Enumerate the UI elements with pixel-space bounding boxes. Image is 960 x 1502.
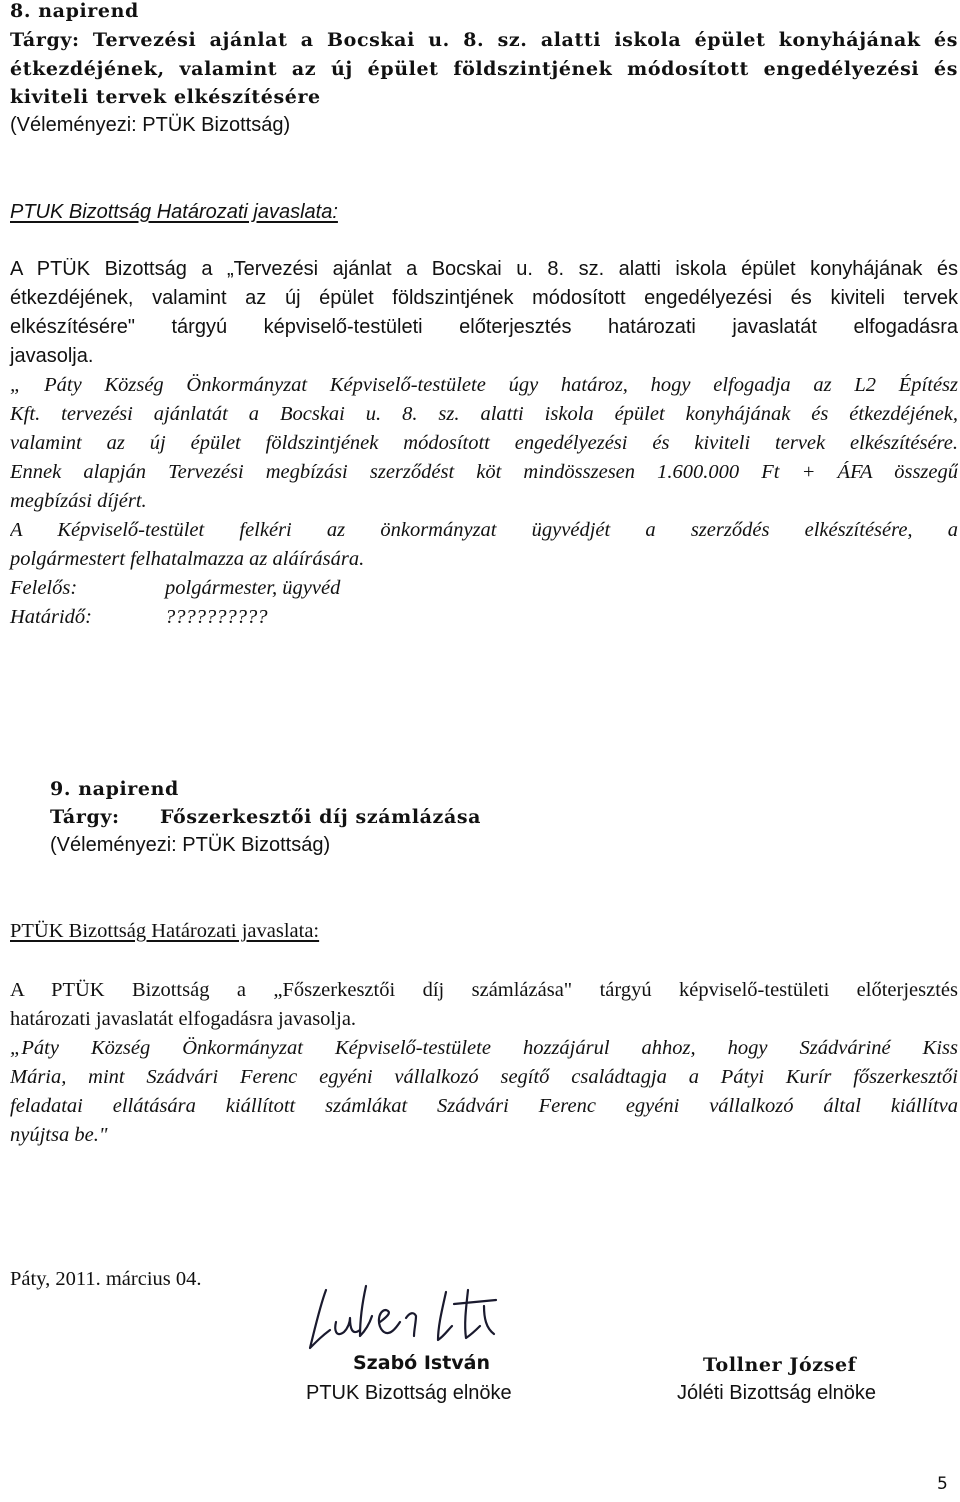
agenda-item-9-resolution-line-1: „Páty Község Önkormányzat Képviselő-testülete hozzájárul ahhoz, hogy Szádváriné Kiss	[10, 1037, 958, 1059]
agenda-item-9-resolution-line-3: feladatai ellátására kiállított számlákat Szádvári Ferenc egyéni vállalkozó által kiállítva	[10, 1095, 958, 1117]
agenda-item-8-authorization-line-1: A Képviselő-testület felkéri az önkormányzat ügyvédjét a szerződés elkészítésére, a	[10, 519, 958, 541]
agenda-item-8-subject-line-3: kiviteli tervek elkészítésére	[10, 86, 321, 108]
page-number: 5	[937, 1474, 948, 1494]
agenda-item-8-resolution-line-4: Ennek alapján Tervezési megbízási szerződést köt mindösszesen 1.600.000 Ft + ÁFA összegű	[10, 461, 958, 483]
agenda-item-9-resolution-line-4: nyújtsa be."	[10, 1124, 108, 1146]
agenda-item-8-intro-line-1: A PTÜK Bizottság a „Tervezési ajánlat a Bocskai u. 8. sz. alatti iskola épület konyhájának és	[10, 258, 958, 280]
agenda-item-9-number: 9. napirend	[50, 778, 179, 800]
agenda-item-9-subject-label: Tárgy:	[50, 806, 120, 828]
agenda-item-8-resolution-line-2: Kft. tervezési ajánlatát a Bocskai u. 8. sz. alatti iskola épület konyhájának és étkezdéjének,	[10, 403, 958, 425]
agenda-item-8-subject-line-2: étkezdéjének, valamint az új épület földszintjének módosított engedélyezési és	[10, 58, 958, 80]
agenda-item-9-proposal-heading: PTÜK Bizottság Határozati javaslata:	[10, 920, 320, 942]
handwritten-signature-image	[296, 1282, 516, 1356]
agenda-item-8-proposal-heading: PTUK Bizottság Határozati javaslata:	[10, 201, 338, 223]
responsible-value: polgármester, ügyvéd	[165, 577, 341, 599]
signer-2-name: Tollner József	[703, 1354, 857, 1376]
agenda-item-8-subject-line-1: Tárgy: Tervezési ajánlat a Bocskai u. 8. sz. alatti iskola épület konyhájának és	[10, 29, 958, 51]
agenda-item-9-subject-value: Főszerkesztői díj számlázása	[160, 806, 482, 828]
agenda-item-9-resolution-line-2: Mária, mint Szádvári Ferenc egyéni vállalkozó segítő családtagja a Pátyi Kurír főszerkesztői	[10, 1066, 958, 1088]
agenda-item-9-intro-line-1: A PTÜK Bizottság a „Főszerkesztői díj számlázása" tárgyú képviselő-testületi előterjesztés	[10, 979, 958, 1001]
deadline-value: ??????????	[165, 606, 268, 628]
agenda-item-8-resolution-line-1: „ Páty Község Önkormányzat Képviselő-testülete úgy határoz, hogy elfogadja az L2 Építész	[10, 374, 958, 396]
agenda-item-9-reviewer: (Véleményezi: PTÜK Bizottság)	[50, 834, 331, 856]
agenda-item-9-intro-line-2: határozati javaslatát elfogadásra javasolja.	[10, 1008, 357, 1030]
agenda-item-8-intro-line-4: javasolja.	[10, 345, 94, 367]
agenda-item-8-intro-line-2: étkezdéjének, valamint az új épület földszintjének módosított engedélyezési és kiviteli tervek	[10, 287, 958, 309]
agenda-item-8-authorization-line-2: polgármestert felhatalmazza az aláírására.	[10, 548, 365, 570]
responsible-label: Felelős:	[10, 577, 78, 599]
agenda-item-8-reviewer: (Véleményezi: PTÜK Bizottság)	[10, 114, 291, 136]
signer-2-title: Jóléti Bizottság elnöke	[677, 1382, 877, 1404]
signer-1-name: Szabó István	[353, 1352, 491, 1374]
deadline-label: Határidő:	[10, 606, 92, 628]
agenda-item-8-number: 8. napirend	[10, 0, 139, 22]
signer-1-title: PTUK Bizottság elnöke	[306, 1382, 512, 1404]
agenda-item-8-resolution-line-5: megbízási díjért.	[10, 490, 147, 512]
place-and-date: Páty, 2011. március 04.	[10, 1268, 202, 1290]
agenda-item-8-intro-line-3: elkészítésére" tárgyú képviselő-testületi előterjesztés határozati javaslatát elfogadásra	[10, 316, 958, 338]
agenda-item-8-resolution-line-3: valamint az új épület földszintjének módosított engedélyezési és kiviteli tervek elkészítésére.	[10, 432, 958, 454]
